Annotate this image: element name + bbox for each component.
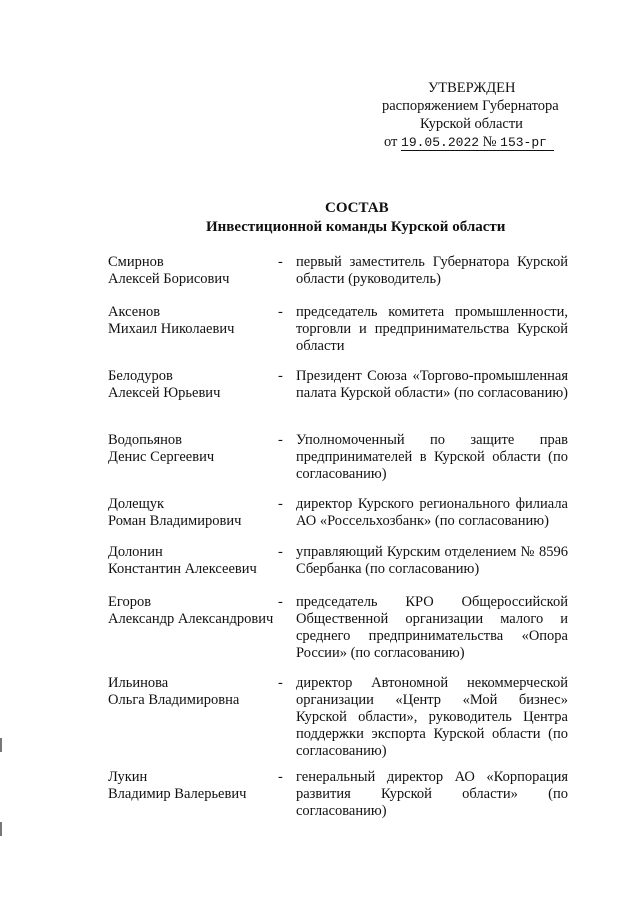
member-dash: - — [278, 594, 283, 610]
date-prefix: от — [384, 134, 398, 150]
heading-title: СОСТАВ — [325, 200, 389, 216]
member-name — [108, 675, 278, 709]
member-given-names: Александр Александрович — [108, 611, 274, 627]
member-name — [108, 304, 278, 338]
member-given-names: Денис Сергеевич — [108, 449, 215, 465]
approval-date: 19.05.2022 — [401, 135, 480, 150]
member-dash: - — [278, 496, 283, 512]
member-role: председатель КРО Общероссийской Общественной организации малого и среднего предпринимательства «Опора России» (по согласованию) — [296, 594, 568, 661]
member-surname: Водопьянов — [108, 432, 183, 448]
approval-number: 153-рг — [500, 135, 547, 150]
member-surname: Егоров — [108, 594, 152, 610]
member-role: директор Автономной некоммерческой организации «Центр «Мой бизнес» Курской области», руководитель Центра поддержки экспорта Курской области (по согласованию) — [296, 675, 568, 759]
member-given-names: Владимир Валерьевич — [108, 786, 247, 802]
member-dash: - — [278, 769, 283, 785]
member-surname: Долещук — [108, 496, 165, 512]
member-dash: - — [278, 544, 283, 560]
member-role: генеральный директор АО «Корпорация развития Курской области» (по согласованию) — [296, 769, 568, 819]
member-role: управляющий Курским отделением № 8596 Сбербанка (по согласованию) — [296, 544, 568, 577]
approval-title: УТВЕРЖДЕН — [428, 80, 516, 96]
approval-authority: распоряжением Губернатора — [382, 98, 559, 114]
member-dash: - — [278, 432, 283, 448]
member-given-names: Ольга Владимировна — [108, 692, 240, 708]
member-dash: - — [278, 368, 283, 384]
approval-region: Курской области — [420, 116, 523, 132]
member-given-names: Алексей Юрьевич — [108, 385, 221, 401]
member-given-names: Алексей Борисович — [108, 271, 230, 287]
member-surname: Смирнов — [108, 254, 164, 270]
member-given-names: Роман Владимирович — [108, 513, 242, 529]
scan-edge-mark — [0, 822, 2, 836]
member-role: председатель комитета промышленности, торговли и предпринимательства Курской области — [296, 304, 568, 354]
member-role: Уполномоченный по защите прав предпринимателей в Курской области (по согласованию) — [296, 432, 568, 482]
member-name — [108, 432, 278, 466]
member-given-names: Михаил Николаевич — [108, 321, 235, 337]
member-name — [108, 769, 278, 803]
member-surname: Долонин — [108, 544, 163, 560]
member-name — [108, 368, 278, 402]
approval-date-number — [360, 133, 590, 152]
member-surname: Ильинова — [108, 675, 169, 691]
number-prefix: № — [482, 134, 497, 150]
member-dash: - — [278, 304, 283, 320]
member-name — [108, 544, 278, 578]
member-name — [108, 496, 278, 530]
member-role: первый заместитель Губернатора Курской области (руководитель) — [296, 254, 568, 287]
approval-stamp — [360, 79, 590, 152]
member-role: директор Курского регионального филиала АО «Россельхозбанк» (по согласованию) — [296, 496, 568, 529]
member-surname: Аксенов — [108, 304, 161, 320]
member-name — [108, 254, 278, 288]
member-name — [108, 594, 278, 628]
heading-subtitle: Инвестиционной команды Курской области — [206, 219, 506, 235]
member-role: Президент Союза «Торгово-промышленная палата Курской области» (по согласованию) — [296, 368, 568, 401]
member-given-names: Константин Алексеевич — [108, 561, 257, 577]
member-surname: Белодуров — [108, 368, 173, 384]
member-dash: - — [278, 254, 283, 270]
scan-edge-mark — [0, 738, 2, 752]
member-surname: Лукин — [108, 769, 148, 785]
member-dash: - — [278, 675, 283, 691]
